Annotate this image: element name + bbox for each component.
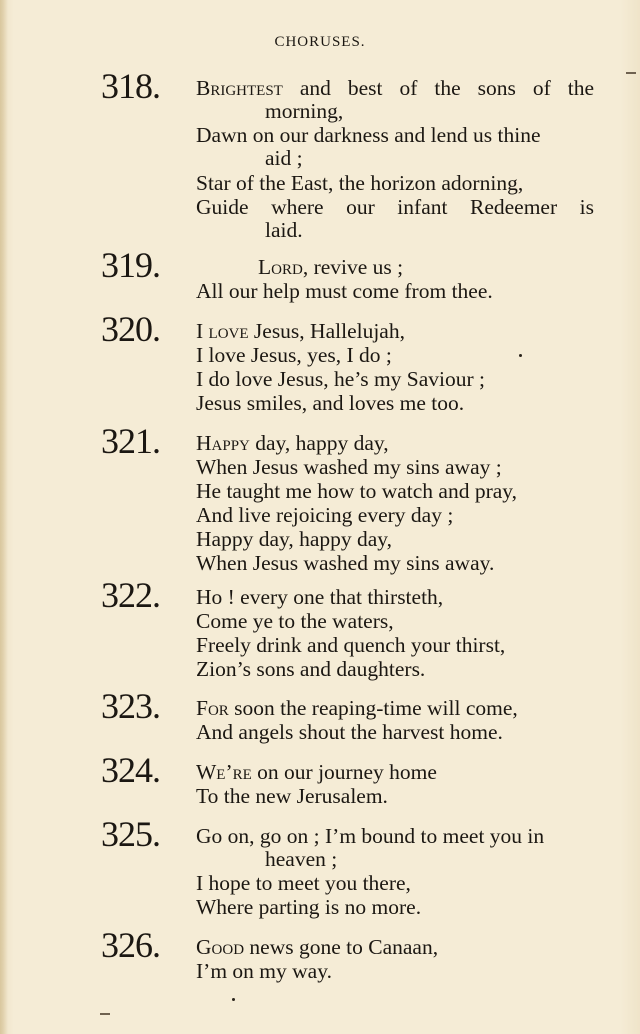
line-text: Jesus, Hallelujah, [248, 319, 405, 343]
hymn-line: Freely drink and quench your thirst, [196, 633, 506, 657]
hymn-line: He taught me how to watch and pray, [196, 479, 518, 503]
hymn-number: 325. [101, 814, 160, 854]
ink-speck [232, 998, 235, 1001]
hymn-line [196, 319, 405, 343]
hymn-number: 322. [101, 575, 160, 615]
page-gutter-shading [0, 0, 8, 1034]
lead-words: For [196, 696, 229, 720]
line-text: soon the reaping-time will come, [228, 696, 518, 720]
hymn-line: Dawn on our darkness and lend us thine [196, 123, 541, 147]
lead-words: Good [196, 935, 245, 959]
hymn-line [196, 760, 437, 784]
lead-words: Lord [258, 255, 303, 279]
hymn-line: I’m on my way. [196, 959, 332, 983]
ink-speck [519, 354, 522, 357]
lead-words: I love [196, 319, 249, 343]
hymn-line: morning, [265, 99, 344, 123]
line-text: day, happy day, [249, 431, 389, 455]
hymn-line: Go on, go on ; I’m bound to meet you in [196, 824, 545, 848]
hymn-number: 326. [101, 925, 160, 965]
hymn-line: Ho ! every one that thirsteth, [196, 585, 444, 609]
hymn-line: aid ; [265, 146, 303, 170]
hymn-line: When Jesus washed my sins away. [196, 551, 495, 575]
running-head: CHORUSES. [274, 34, 366, 50]
line-text: and best of the sons of the [282, 76, 594, 100]
hymn-line [196, 935, 438, 959]
hymn-line: To the new Jerusalem. [196, 784, 388, 808]
page-edge-mark [100, 1013, 110, 1015]
hymn-number: 318. [101, 66, 160, 106]
lead-words: Brightest [196, 76, 283, 100]
hymn-line: And live rejoicing every day ; [196, 503, 454, 527]
hymn-number: 319. [101, 245, 160, 285]
hymn-line: Zion’s sons and daughters. [196, 657, 426, 681]
hymn-line: Jesus smiles, and loves me too. [196, 391, 465, 415]
hymn-line: Come ye to the waters, [196, 609, 394, 633]
hymn-number: 323. [101, 686, 160, 726]
hymn-number: 321. [101, 421, 160, 461]
hymn-line: heaven ; [265, 847, 338, 871]
hymn-line [258, 255, 403, 279]
hymn-line: Guide where our infant Redeemer is [196, 195, 594, 219]
line-text: news gone to Canaan, [244, 935, 439, 959]
hymn-line: I hope to meet you there, [196, 871, 411, 895]
hymn-line: When Jesus washed my sins away ; [196, 455, 502, 479]
hymn-line: Where parting is no more. [196, 895, 422, 919]
hymn-line [196, 696, 518, 720]
line-text: on our journey home [251, 760, 437, 784]
hymn-line: I love Jesus, yes, I do ; [196, 343, 392, 367]
hymn-line: And angels shout the harvest home. [196, 720, 503, 744]
hymn-line: Star of the East, the horizon adorning, [196, 171, 524, 195]
line-text: , revive us ; [302, 255, 404, 279]
hymn-line: I do love Jesus, he’s my Saviour ; [196, 367, 486, 391]
hymn-line: laid. [265, 218, 303, 242]
hymn-number: 324. [101, 750, 160, 790]
hymn-number: 320. [101, 309, 160, 349]
hymn-line [196, 431, 389, 455]
lead-words: We’re [196, 760, 252, 784]
lead-words: Happy [196, 431, 250, 455]
hymn-line: All our help must come from thee. [196, 279, 493, 303]
hymn-line [196, 76, 594, 100]
hymn-line: Happy day, happy day, [196, 527, 393, 551]
page-edge-mark [626, 72, 636, 74]
